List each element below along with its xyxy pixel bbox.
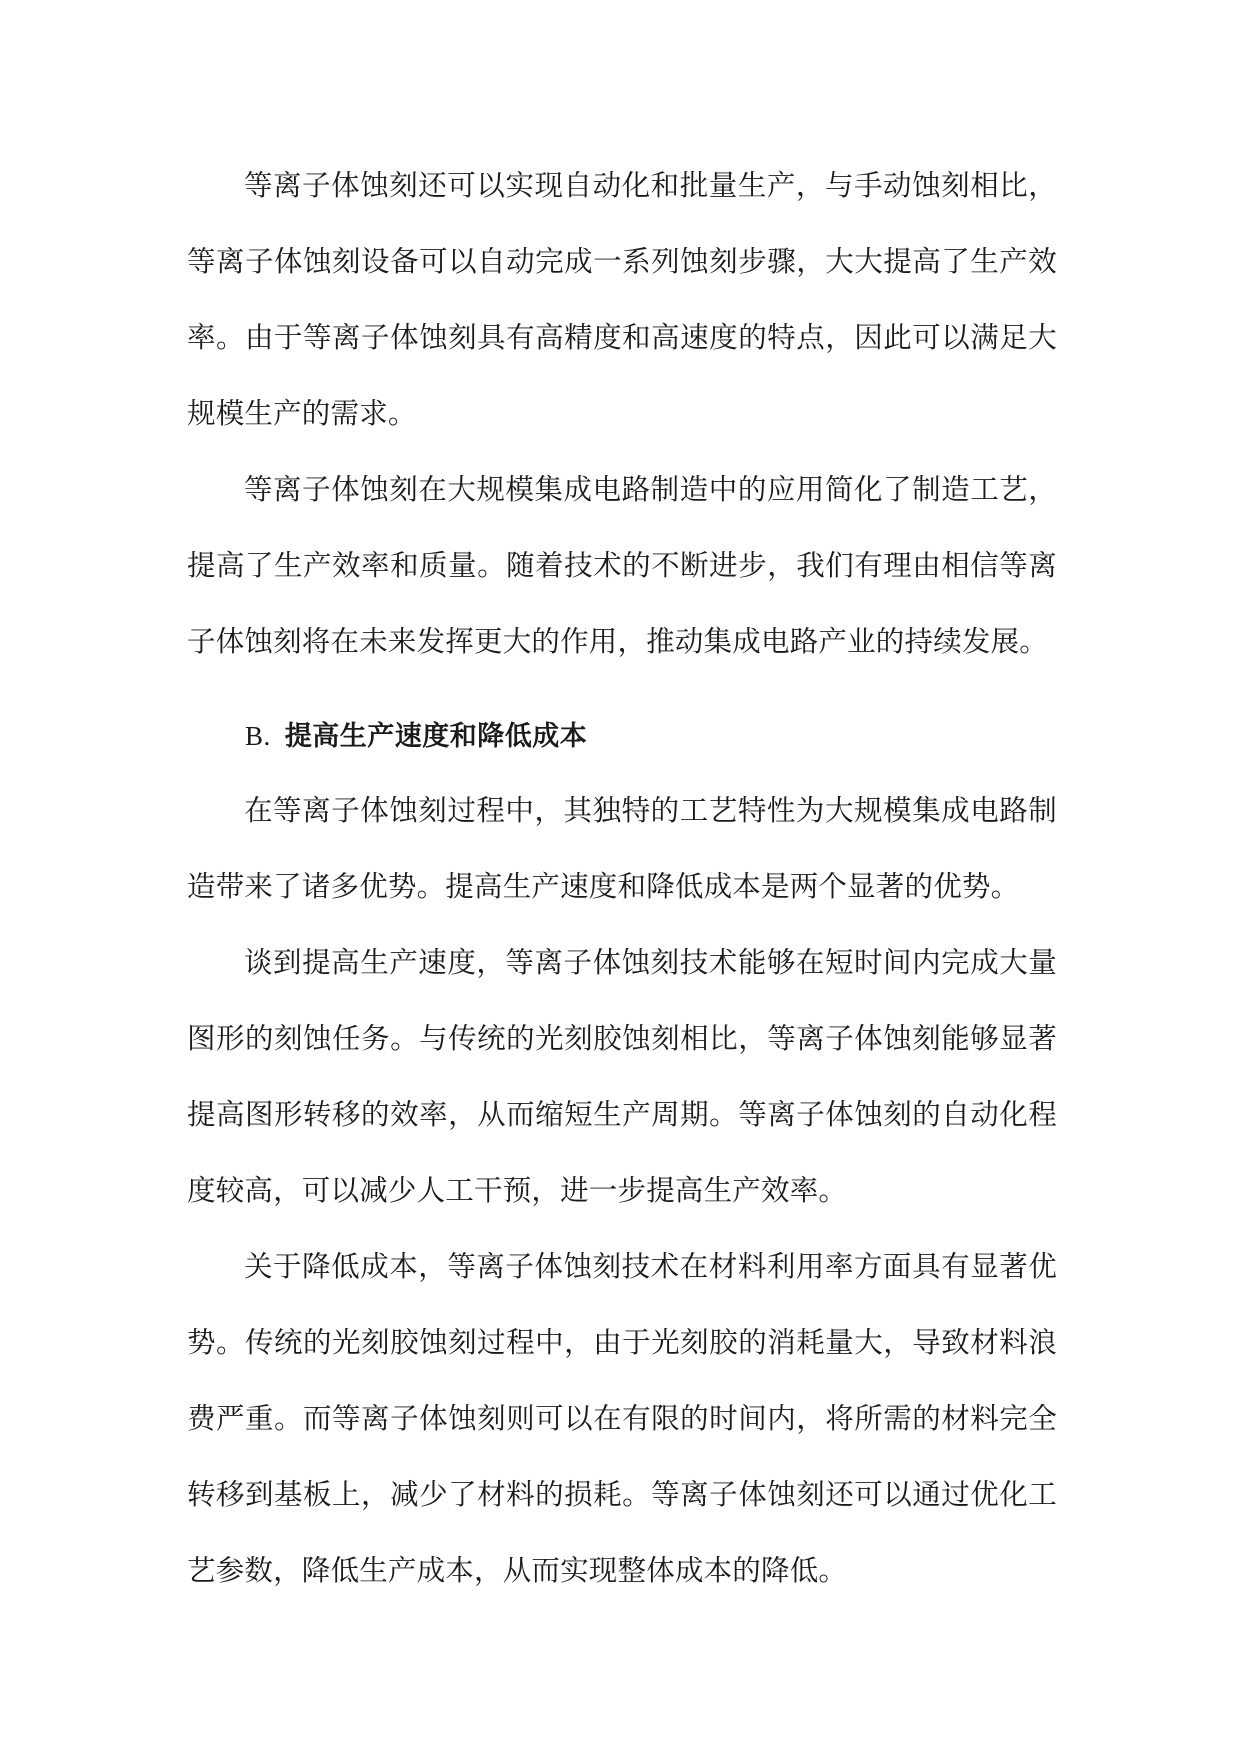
document-body bbox=[187, 148, 1057, 1609]
section-title: 提高生产速度和降低成本 bbox=[284, 721, 588, 752]
paragraph-summary: 等离子体蚀刻在大规模集成电路制造中的应用简化了制造工艺，提高了生产效率和质量。随着技术的不断进步，我们有理由相信等离子体蚀刻将在未来发挥更大的作用，推动集成电路产业的持续发展。 bbox=[187, 473, 1057, 658]
paragraph-automation: 等离子体蚀刻还可以实现自动化和批量生产，与手动蚀刻相比，等离子体蚀刻设备可以自动完成一系列蚀刻步骤，大大提高了生产效率。由于等离子体蚀刻具有高精度和高速度的特点，因此可以满足大规模生产的需求。 bbox=[187, 169, 1057, 430]
section-label: B. bbox=[245, 721, 271, 751]
paragraph-advantages: 在等离子体蚀刻过程中，其独特的工艺特性为大规模集成电路制造带来了诸多优势。提高生产速度和降低成本是两个显著的优势。 bbox=[187, 794, 1057, 903]
section-heading bbox=[187, 700, 1057, 773]
paragraph-cost-reduction: 关于降低成本，等离子体蚀刻技术在材料利用率方面具有显著优势。传统的光刻胶蚀刻过程中，由于光刻胶的消耗量大，导致材料浪费严重。而等离子体蚀刻则可以在有限的时间内，将所需的材料完全转移到基板上，减少了材料的损耗。等离子体蚀刻还可以通过优化工艺参数，降低生产成本，从而实现整体成本的降低。 bbox=[187, 1250, 1057, 1587]
paragraph-production-speed: 谈到提高生产速度，等离子体蚀刻技术能够在短时间内完成大量图形的刻蚀任务。与传统的光刻胶蚀刻相比，等离子体蚀刻能够显著提高图形转移的效率，从而缩短生产周期。等离子体蚀刻的自动化程度较高，可以减少人工干预，进一步提高生产效率。 bbox=[187, 946, 1057, 1207]
